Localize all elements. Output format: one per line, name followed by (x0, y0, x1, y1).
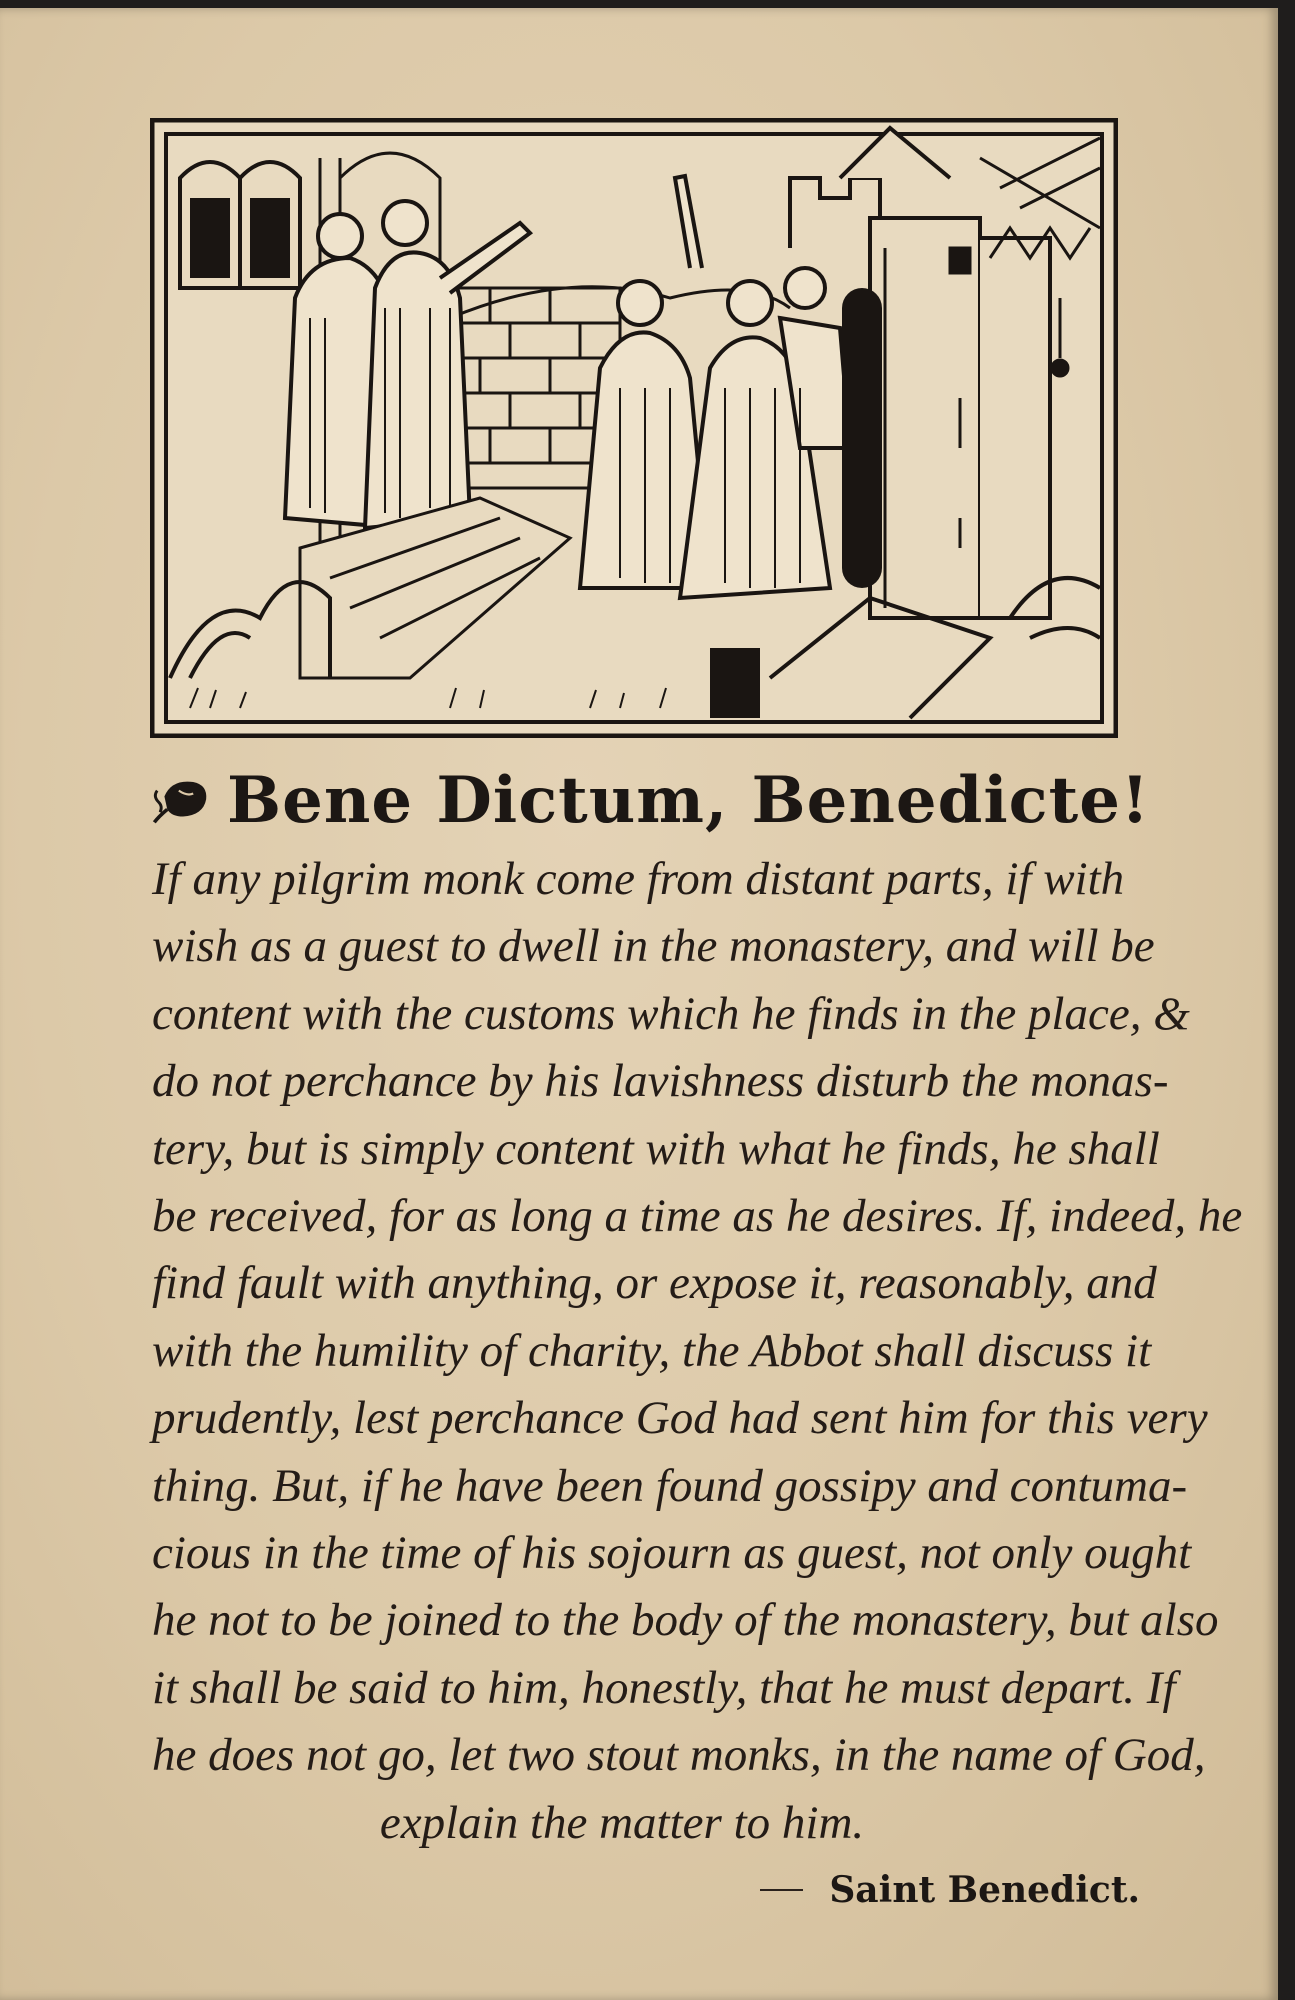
body-line: thing. But, if he have been found gossipy and contuma- (152, 1459, 1188, 1512)
signature-dash (760, 1889, 803, 1891)
body-line: prudently, lest perchance God had sent him for this very (152, 1392, 1208, 1445)
body-line: cious in the time of his sojourn as guest, not only ought (152, 1527, 1192, 1580)
body-line: wish as a guest to dwell in the monastery, and will be (152, 920, 1155, 973)
body-line: find fault with anything, or expose it, reasonably, and (152, 1257, 1157, 1310)
body-line: content with the customs which he finds in the place, & (152, 987, 1190, 1040)
leaf-fleuron-icon (150, 765, 209, 835)
body-line: do not perchance by his lavishness disturb the monas- (152, 1055, 1169, 1108)
body-line: tery, but is simply content with what he finds, he shall (152, 1122, 1160, 1175)
body-line: it shall be said to him, honestly, that he must depart. If (152, 1661, 1176, 1714)
body-line: he does not go, let two stout monks, in the name of God, (152, 1729, 1206, 1782)
heading-title: Bene Dictum, Benedicte! (227, 762, 1150, 838)
body-line: If any pilgrim monk come from distant parts, if with (152, 853, 1125, 905)
poster-page (0, 8, 1278, 2000)
body-text (152, 846, 1243, 1857)
body-line: be received, for as long a time as he desires. If, indeed, he (152, 1190, 1243, 1243)
body-line: with the humility of charity, the Abbot shall discuss it (152, 1324, 1152, 1377)
signature (760, 1860, 1140, 1920)
body-line-final: explain the matter to him. (379, 1796, 865, 1849)
woodcut-illustration (150, 118, 1118, 738)
body-line: he not to be joined to the body of the monastery, but also (152, 1594, 1219, 1647)
heading (150, 750, 1150, 850)
signature-name: Saint Benedict. (829, 1869, 1140, 1911)
